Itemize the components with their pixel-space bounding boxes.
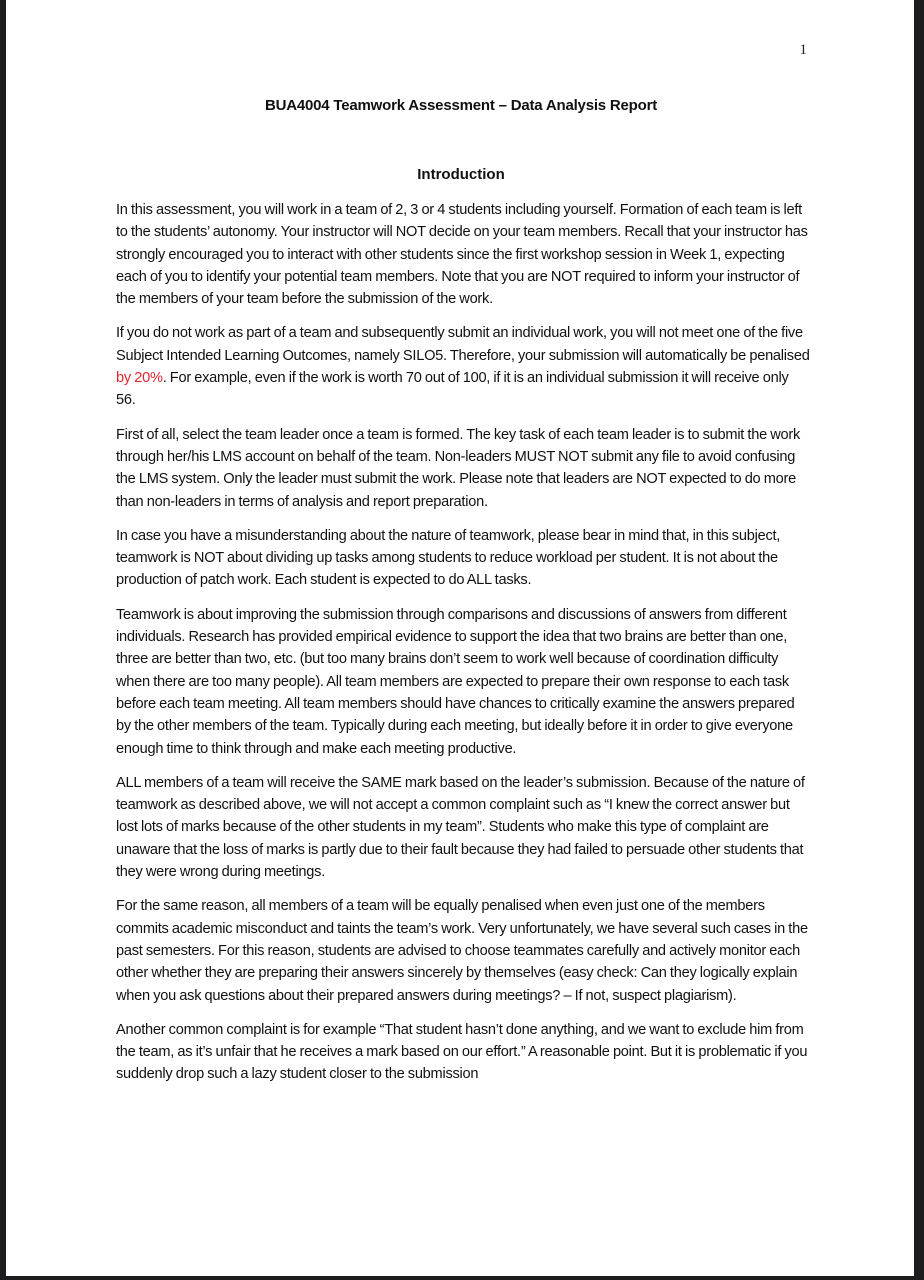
paragraph-team-formation: In this assessment, you will work in a team of 2, 3 or 4 students including yourself. Formation of each team is left to the students’ autonomy. Your instructor will NOT decide on your team members. Recall that your instructor has strongly encouraged you to interact with other students since the first workshop session in Week 1, expecting each of you to identify your potential team members. Note that you are NOT required to inform your instructor of the members of your team before the submission of the work. (116, 202, 808, 308)
document-title: BUA4004 Teamwork Assessment – Data Analysis Report (264, 97, 658, 114)
paragraph-teamwork-misunderstanding: In case you have a misunderstanding about the nature of teamwork, please bear in mind that, in this subject, teamwork is NOT about dividing up tasks among students to reduce workload per student. It is not about the production of patch work. Each student is expected to do ALL tasks. (116, 527, 781, 589)
penalty-highlight: by 20% (116, 370, 163, 387)
paragraph-teamwork-purpose: Teamwork is about improving the submission through comparisons and discussions of answers from different individuals. Research has provided empirical evidence to support the idea that two brains are better than one, three are better than two, etc. (but too many brains don’t seem to work well because of coordination difficulty when there are too many people). All team members are expected to prepare their own response to each task before each team meeting. All team members should have chances to critically examine the answers prepared by the other members of the team. Typically during each meeting, but ideally before it in order to give everyone enough time to think through and make each meeting productive. (116, 606, 795, 757)
document-page (6, 0, 914, 1276)
paragraph-text: . For example, even if the work is worth 70 out of 100, if it is an individual submission it will receive only 56. (116, 370, 789, 409)
document-body (116, 199, 810, 1098)
paragraph-lazy-student: Another common complaint is for example “That student hasn’t done anything, and we want to exclude him from the team, as it’s unfair that he receives a mark based on our effort.” A reasonable point. But it is problematic if you suddenly drop such a lazy student closer to the submission (116, 1021, 808, 1083)
paragraph-individual-penalty (116, 322, 810, 411)
paragraph-same-mark: ALL members of a team will receive the SAME mark based on the leader’s submission. Because of the nature of teamwork as described above, we will not accept a common complaint such as “I knew the correct answer but lost lots of marks because of the other students in my team”. Students who make this type of complaint are unaware that the loss of marks is partly due to their fault because they had failed to persuade other students that they were wrong during meetings. (116, 774, 805, 881)
paragraph-academic-misconduct: For the same reason, all members of a team will be equally penalised when even just one of the members commits academic misconduct and taints the team’s work. Very unfortunately, we have several such cases in the past semesters. For this reason, students are advised to choose teammates carefully and actively monitor each other whether they are preparing their answers sincerely by themselves (easy check: Can they logically explain when you ask questions about their prepared answers during meetings? – If not, suspect plagiarism). (116, 898, 808, 1004)
paragraph-team-leader: First of all, select the team leader once a team is formed. The key task of each team leader is to submit the work through her/his LMS account on behalf of the team. Non-leaders MUST NOT submit any file to avoid confusing the LMS system. Only the leader must submit the work. Please note that leaders are NOT expected to do more than non-leaders in terms of analysis and report preparation. (116, 426, 801, 510)
section-heading-introduction: Introduction (417, 166, 505, 183)
page-number: 1 (799, 42, 807, 58)
paragraph-text: If you do not work as part of a team and subsequently submit an individual work, you will not meet one of the five Subject Intended Learning Outcomes, namely SILO5. Therefore, your submission will automatically be penalised (116, 325, 810, 364)
